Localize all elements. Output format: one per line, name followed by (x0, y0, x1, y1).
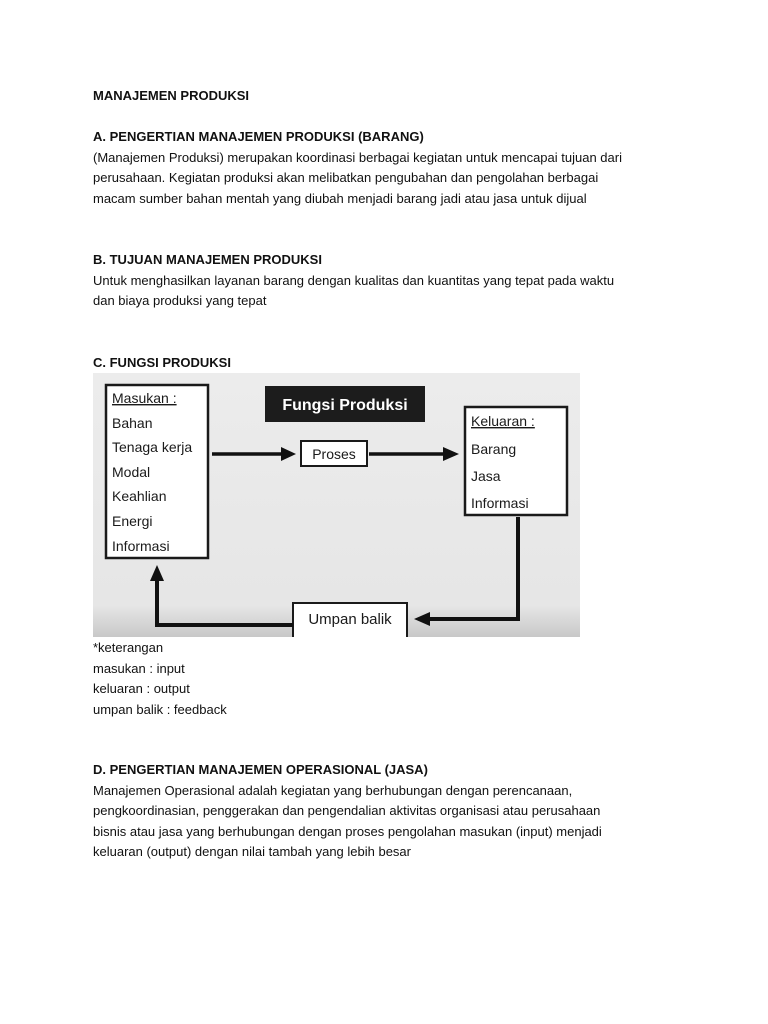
output-box-heading: Keluaran : (471, 413, 535, 429)
section-a-heading: A. PENGERTIAN MANAJEMEN PRODUKSI (BARANG) (93, 129, 424, 144)
arrowhead-icon (414, 612, 430, 626)
note-line: masukan : input (93, 660, 185, 676)
arrowhead-icon (443, 447, 459, 461)
output-item: Barang (471, 441, 517, 457)
section-c-heading: C. FUNGSI PRODUKSI (93, 354, 231, 370)
input-item: Tenaga kerja (112, 439, 193, 455)
section-d-line: Manajemen Operasional adalah kegiatan yang berhubungan dengan perencanaan, (93, 782, 573, 798)
input-item: Informasi (112, 538, 170, 554)
input-box-heading: Masukan : (112, 390, 177, 406)
section-d-heading: D. PENGERTIAN MANAJEMEN OPERASIONAL (JASA) (93, 762, 428, 777)
input-item: Modal (112, 464, 151, 480)
section-d (93, 760, 713, 863)
section-a-line: (Manajemen Produksi) merupakan koordinasi berbagai kegiatan untuk mencapai tujuan dari (93, 149, 622, 165)
section-d-line: bisnis atau jasa yang berhubungan dengan proses pengolahan masukan (input) menjadi (93, 823, 602, 839)
section-b-line: dan biaya produksi yang tepat (93, 293, 267, 308)
section-b-heading: B. TUJUAN MANAJEMEN PRODUKSI (93, 252, 322, 267)
diagram-svg (93, 373, 580, 637)
document-title: MANAJEMEN PRODUKSI (93, 88, 250, 103)
note-line: umpan balik : feedback (93, 701, 227, 717)
output-item: Informasi (471, 495, 529, 511)
section-a-line: perusahaan. Kegiatan produksi akan melibatkan pengubahan dan pengolahan berbagai (93, 170, 599, 185)
output-item: Jasa (471, 468, 501, 484)
arrowhead-icon (281, 447, 296, 461)
fungsi-produksi-diagram (93, 373, 580, 637)
section-d-line: keluaran (output) dengan nilai tambah yang lebih besar (93, 844, 411, 859)
diagram-title: Fungsi Produksi (282, 397, 408, 414)
section-b-line: Untuk menghasilkan layanan barang dengan kualitas dan kuantitas yang tepat pada waktu (93, 272, 615, 288)
note-line: *keterangan (93, 640, 164, 655)
section-a-line: macam sumber bahan mentah yang diubah menjadi barang jadi atau jasa untuk dijual (93, 190, 587, 206)
input-item: Energi (112, 513, 153, 529)
arrowhead-icon (150, 565, 164, 581)
document-body (93, 86, 693, 373)
input-item: Bahan (112, 415, 153, 431)
input-item: Keahlian (112, 488, 167, 504)
section-d-line: pengkoordinasian, penggerakan dan pengendalian aktivitas organisasi atau perusahaan (93, 803, 601, 818)
note-line: keluaran : output (93, 681, 190, 696)
diagram-notes (93, 638, 693, 720)
process-label: Proses (312, 446, 356, 462)
feedback-label: Umpan balik (308, 611, 392, 628)
